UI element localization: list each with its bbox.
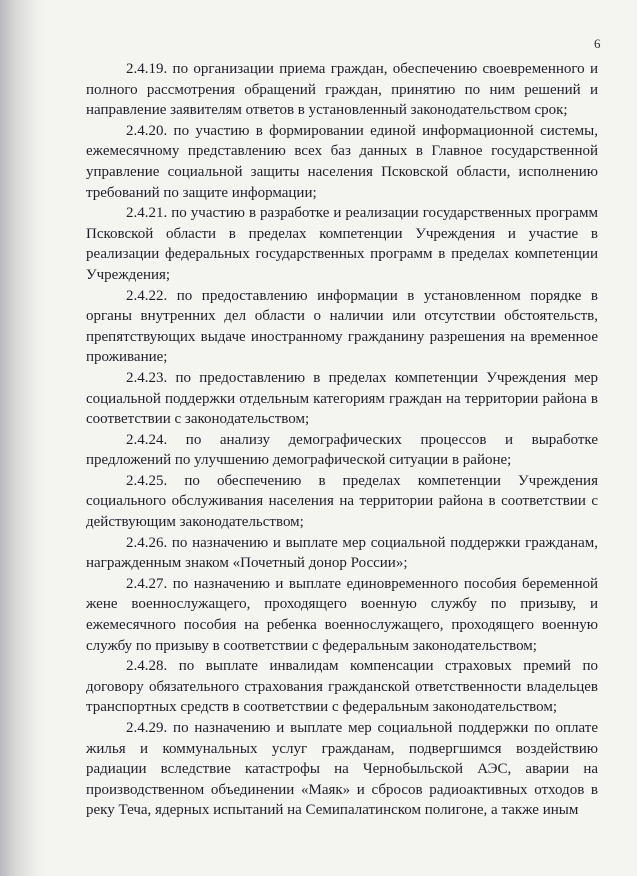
paragraph-2-4-29: 2.4.29. по назначению и выплате мер социальной поддержки по оплате жилья и коммунальных услуг гражданам, подвергшимся воздействию радиации вследствие катастрофы на Чернобыльской АЭС, аварии на производственном объединении «Маяк» и сбросов радиоактивных отходов в реку Теча, ядерных испытаний на Семипалатинском полигоне, а также иным [86,720,598,819]
page-number: 6 [594,36,601,51]
paragraph-2-4-19: 2.4.19. по организации приема граждан, обеспечению своевременного и полного рассмотрения обращений граждан, принятию по ним решений и направление заявителям ответов в установленный законодательством срок; [86,61,598,119]
paragraph-2-4-27: 2.4.27. по назначению и выплате единовременного пособия беременной жене военнослужащего, проходящего военную службу по призыву, и ежемесячного пособия на ребенка военнослужащего, проходящего военную службу по призыву в соответствии с федеральным законодательством; [86,575,598,654]
document-page [86,32,598,821]
paragraph-2-4-28: 2.4.28. по выплате инвалидам компенсации страховых премий по договору обязательного страхования гражданской ответственности владельцев транспортных средств в соответствии с федеральным законодательством; [86,658,598,716]
paragraph-2-4-22: 2.4.22. по предоставлению информации в установленном порядке в органы внутренних дел области о наличии или отсутствии обстоятельств, препятствующих выдаче иностранному гражданину разрешения на временное проживание; [86,287,598,366]
paragraph-2-4-20: 2.4.20. по участию в формировании единой информационной системы, ежемесячному представлению всех баз данных в Главное государственной управление социальной защиты населения Псковской области, исполнению требований по защите информации; [86,122,598,201]
paragraph-2-4-23: 2.4.23. по предоставлению в пределах компетенции Учреждения мер социальной поддержки отдельным категориям граждан на территории района в соответствии с законодательством; [86,369,598,428]
paragraph-2-4-25: 2.4.25. по обеспечению в пределах компетенции Учреждения социального обслуживания населения на территории района в соответствии с действующим законодательством; [86,472,598,531]
scan-shadow [0,0,46,876]
paragraph-2-4-21: 2.4.21. по участию в разработке и реализации государственных программ Псковской области в пределах компетенции Учреждения и участие в реализации федеральных государственных программ в пределах компетенции Учреждения; [86,205,598,283]
paragraph-2-4-24: 2.4.24. по анализу демографических процессов и выработке предложений по улучшению демографической ситуации в районе; [86,431,598,469]
paragraph-2-4-26: 2.4.26. по назначению и выплате мер социальной поддержки гражданам, награжденным знаком «Почетный донор России»; [86,534,598,572]
